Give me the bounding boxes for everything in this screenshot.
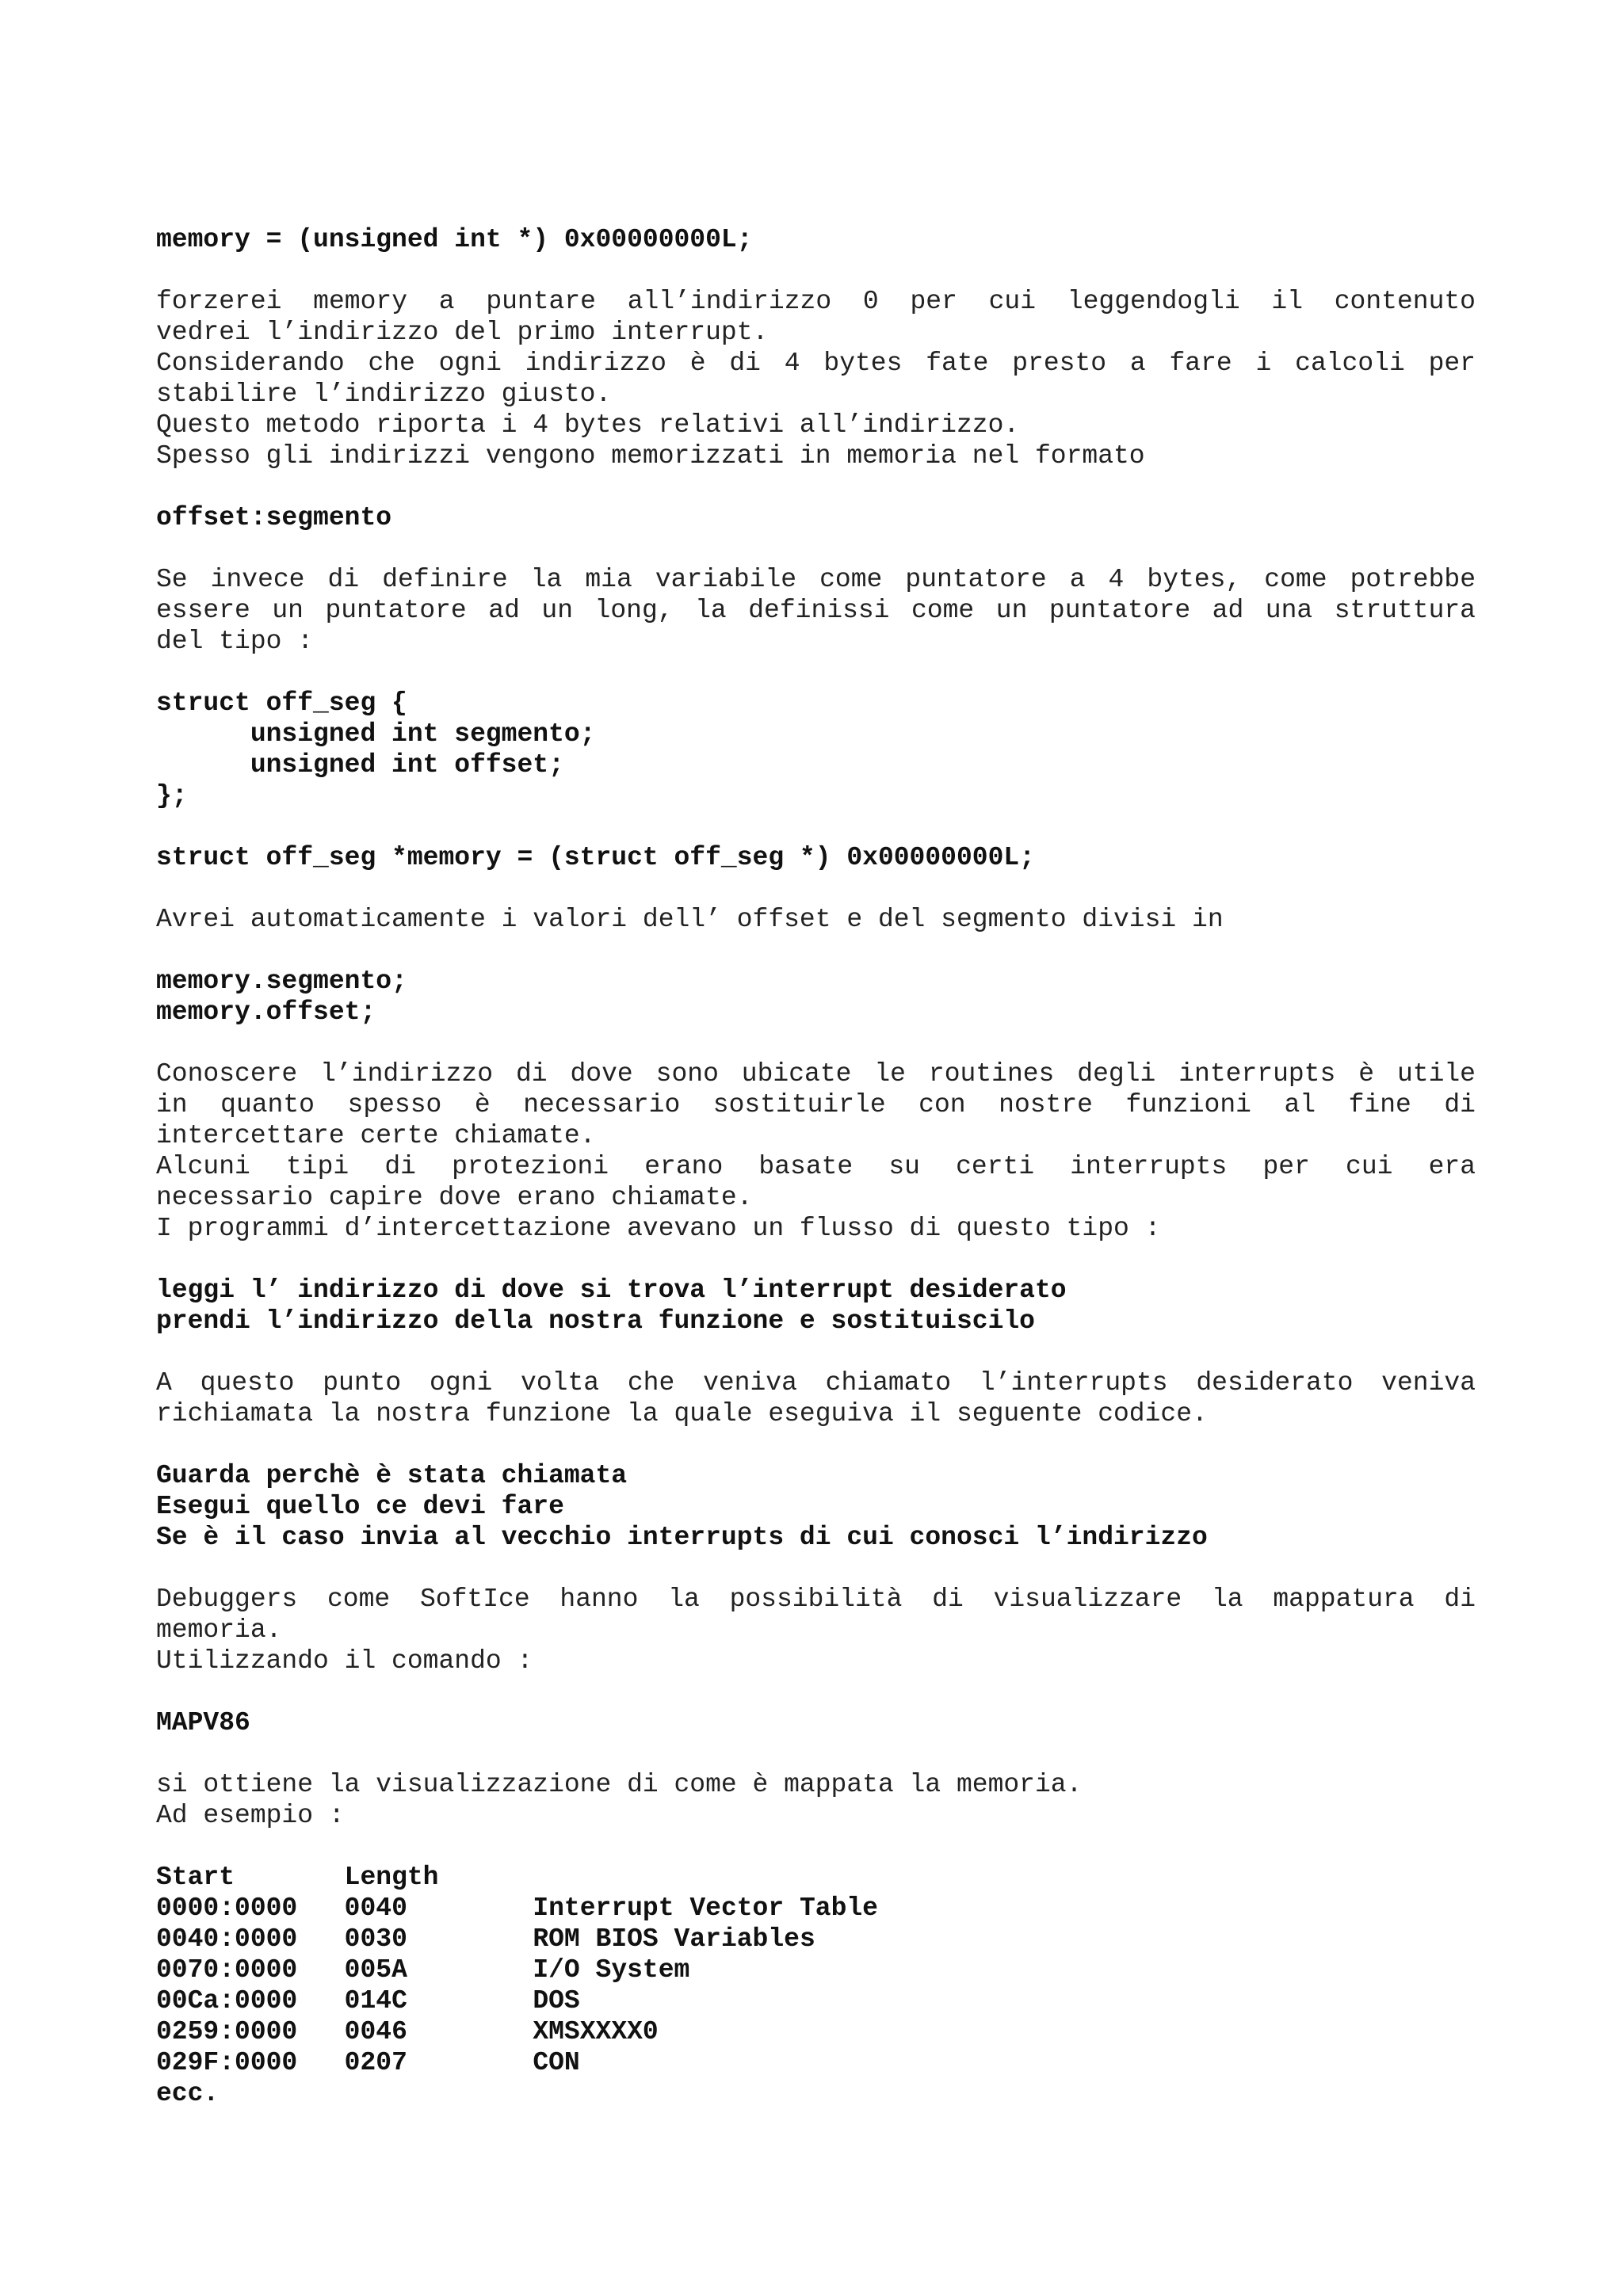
cell-name: ROM BIOS Variables xyxy=(533,1924,815,1954)
paragraph-line: del tipo : xyxy=(156,627,314,656)
table-row xyxy=(156,2016,1476,2047)
paragraph-struct-intro xyxy=(156,564,1476,657)
paragraph-line: A questo punto ogni volta che veniva chiamato l’interrupts desiderato veniva xyxy=(156,1368,1476,1398)
cell-start: 0259:0000 xyxy=(156,2017,298,2046)
cell-length: 0207 xyxy=(344,2048,407,2077)
paragraph-line: si ottiene la visualizzazione di come è mappata la memoria. xyxy=(156,1770,1083,1799)
step-line: Guarda perchè è stata chiamata xyxy=(156,1461,628,1490)
command-mapv86: MAPV86 xyxy=(156,1708,250,1737)
paragraph-line: forzerei memory a puntare all’indirizzo 0 per cui leggendogli il contenuto xyxy=(156,287,1476,316)
code-members xyxy=(156,966,1476,1028)
table-row xyxy=(156,2047,1476,2078)
header-length: Length xyxy=(344,1863,439,1892)
code-line: memory.segmento; xyxy=(156,967,407,996)
code-line: }; xyxy=(156,781,188,810)
table-footer: ecc. xyxy=(156,2079,220,2108)
paragraph-line: Debuggers come SoftIce hanno la possibilità di visualizzare la mappatura di xyxy=(156,1585,1476,1614)
cell-name: XMSXXXX0 xyxy=(533,2017,659,2046)
cell-name: I/O System xyxy=(533,1955,690,1985)
table-row xyxy=(156,1924,1476,1955)
table-row xyxy=(156,1893,1476,1924)
paragraph-line: Utilizzando il comando : xyxy=(156,1646,533,1676)
cell-length: 0030 xyxy=(344,1924,407,1954)
code-struct-pointer: struct off_seg *memory = (struct off_seg *) 0x00000000L; xyxy=(156,843,1035,872)
code-line: unsigned int offset; xyxy=(156,750,564,780)
cell-length: 0040 xyxy=(344,1894,407,1923)
paragraph-line: Ad esempio : xyxy=(156,1801,345,1830)
paragraph-line: intercettare certe chiamate. xyxy=(156,1121,596,1150)
code-offset-segment: offset:segmento xyxy=(156,503,392,532)
header-start: Start xyxy=(156,1863,235,1892)
handler-steps xyxy=(156,1460,1476,1553)
step-line: Esegui quello ce devi fare xyxy=(156,1492,564,1521)
cell-length: 0046 xyxy=(344,2017,407,2046)
interception-steps xyxy=(156,1275,1476,1337)
step-line: Se è il caso invia al vecchio interrupts di cui conosci l’indirizzo xyxy=(156,1523,1208,1552)
code-line: memory.offset; xyxy=(156,997,376,1027)
paragraph-line: richiamata la nostra funzione la quale eseguiva il seguente codice. xyxy=(156,1399,1208,1428)
code-memory-cast: memory = (unsigned int *) 0x00000000L; xyxy=(156,225,753,254)
cell-start: 0070:0000 xyxy=(156,1955,298,1985)
paragraph-softice xyxy=(156,1584,1476,1676)
paragraph-line: Considerando che ogni indirizzo è di 4 bytes fate presto a fare i calcoli per xyxy=(156,349,1476,378)
paragraph-mapping xyxy=(156,1769,1476,1831)
paragraph-split-values: Avrei automaticamente i valori dell’ offset e del segmento divisi in xyxy=(156,905,1224,934)
paragraph-line: stabilire l’indirizzo giusto. xyxy=(156,379,612,409)
code-line: struct off_seg { xyxy=(156,688,407,718)
step-line: leggi l’ indirizzo di dove si trova l’interrupt desiderato xyxy=(156,1276,1067,1305)
paragraph-line: necessario capire dove erano chiamate. xyxy=(156,1183,753,1212)
paragraph-line: Conoscere l’indirizzo di dove sono ubicate le routines degli interrupts è utile xyxy=(156,1059,1476,1089)
cell-name: DOS xyxy=(533,1986,580,2016)
table-row xyxy=(156,1985,1476,2016)
paragraph-line: Se invece di definire la mia variabile come puntatore a 4 bytes, come potrebbe xyxy=(156,565,1476,594)
cell-start: 029F:0000 xyxy=(156,2048,298,2077)
paragraph-line: vedrei l’indirizzo del primo interrupt. xyxy=(156,318,769,347)
document-body xyxy=(156,224,1476,2109)
cell-start: 0000:0000 xyxy=(156,1894,298,1923)
cell-length: 005A xyxy=(344,1955,407,1985)
paragraph-line: Spesso gli indirizzi vengono memorizzati in memoria nel formato xyxy=(156,441,1145,471)
paragraph-interrupts xyxy=(156,1058,1476,1244)
paragraph-handler xyxy=(156,1367,1476,1429)
code-line: unsigned int segmento; xyxy=(156,719,596,749)
paragraph-line: Alcuni tipi di protezioni erano basate su certi interrupts per cui era xyxy=(156,1152,1476,1181)
cell-length: 014C xyxy=(344,1986,407,2016)
cell-name: Interrupt Vector Table xyxy=(533,1894,878,1923)
paragraph-line: essere un puntatore ad un long, la definissi come un puntatore ad una struttura xyxy=(156,596,1476,625)
memory-map-table xyxy=(156,1862,1476,2109)
step-line: prendi l’indirizzo della nostra funzione e sostituiscilo xyxy=(156,1306,1035,1336)
paragraph-line: in quanto spesso è necessario sostituirle con nostre funzioni al fine di xyxy=(156,1090,1476,1119)
paragraph-line: I programmi d’intercettazione avevano un flusso di questo tipo : xyxy=(156,1214,1161,1243)
cell-name: CON xyxy=(533,2048,580,2077)
table-row xyxy=(156,1955,1476,1985)
table-header-row xyxy=(156,1862,1476,1893)
cell-start: 0040:0000 xyxy=(156,1924,298,1954)
cell-start: 00Ca:0000 xyxy=(156,1986,298,2016)
paragraph-line: Questo metodo riporta i 4 bytes relativi all’indirizzo. xyxy=(156,410,1020,440)
paragraph-line: memoria. xyxy=(156,1615,282,1645)
code-struct-definition xyxy=(156,688,1476,811)
paragraph-memory-pointer xyxy=(156,286,1476,471)
